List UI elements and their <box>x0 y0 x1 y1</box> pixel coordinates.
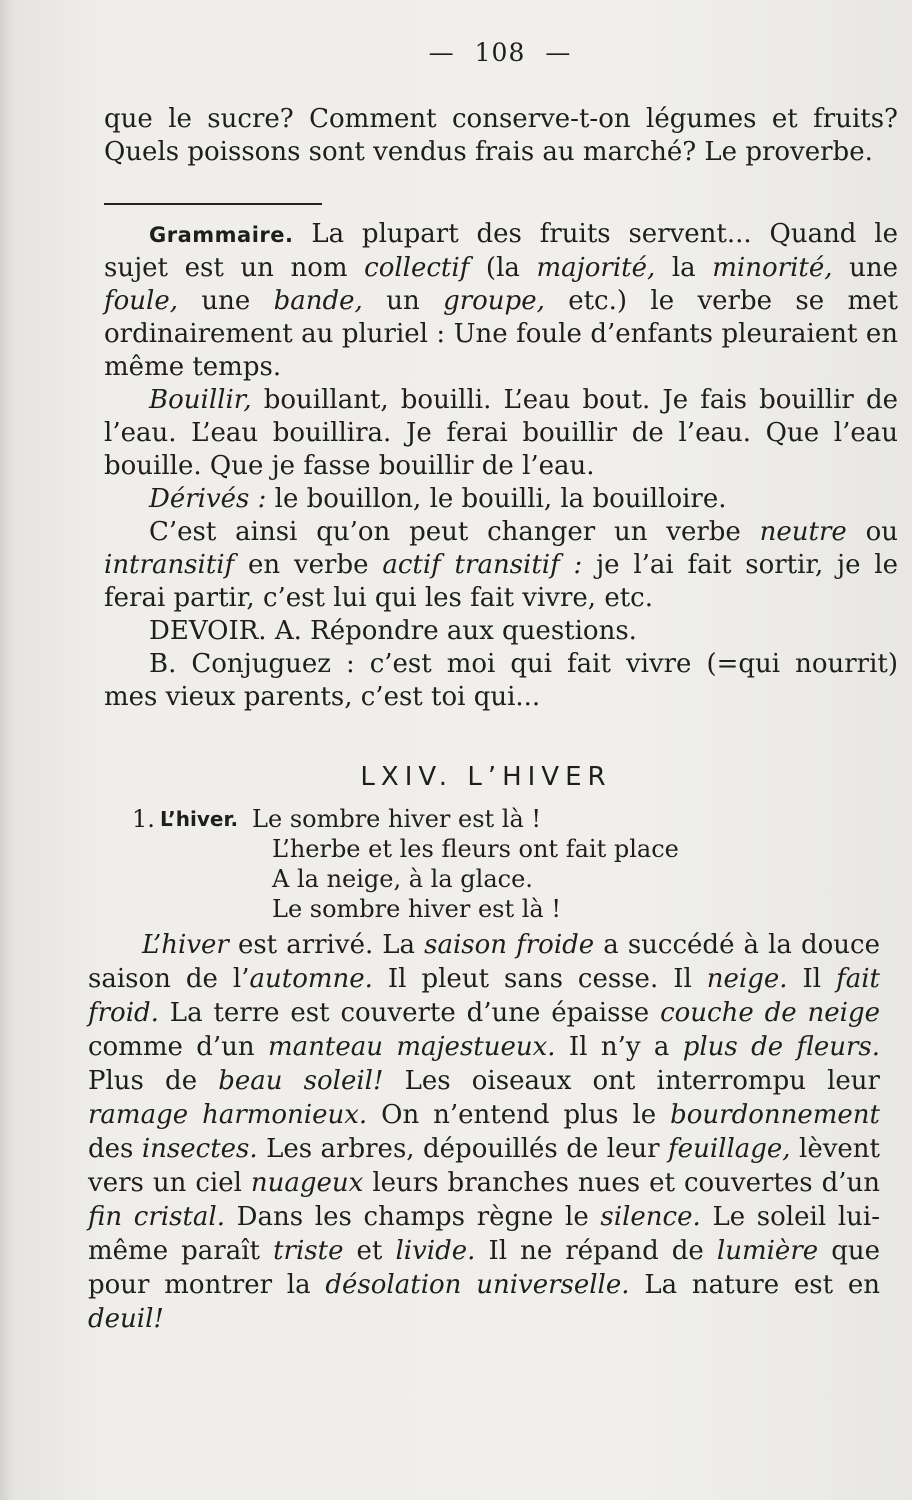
page-number: — 108 — <box>428 38 572 67</box>
derives-paragraph: Dérivés : le bouillon, le bouilli, la bouilloire. <box>149 484 727 514</box>
section-divider <box>104 203 322 205</box>
devoir-b: B. Conjuguez : c’est moi qui fait vivre (=qui nourrit) mes vieux parents, c’est toi qui... <box>104 649 898 712</box>
bouillir-paragraph: Bouillir, bouillant, bouilli. L’eau bout. Je fais bouillir de l’eau. L’eau bouillira. Je ferai bouillir de l’eau. Que l’eau bouille. Que je fasse bouillir de l’eau. <box>104 385 898 481</box>
intro-paragraph: que le sucre? Comment conserve-t-on légumes et fruits? Quels poissons sont vendus frais au marché? Le proverbe. <box>104 104 898 167</box>
grammar-rule-paragraph: Grammaire. La plupart des fruits servent... Quand le sujet est un nom collectif (la majorité, la minorité, une foule, une bande, un groupe, etc.) le verbe se met ordinairement au pluriel : Une foule d’enfants pleuraient en même temps. <box>104 219 898 382</box>
page-edge-shadow <box>0 0 14 1500</box>
poem-line: Le sombre hiver est là ! <box>272 895 562 923</box>
transitif-paragraph: C’est ainsi qu’on peut changer un verbe neutre ou intransitif en verbe actif transitif : je l’ai fait sortir, je le ferai partir, c’est lui qui les fait vivre, etc. <box>104 517 899 613</box>
poem-number: 1. <box>132 805 155 833</box>
poem-line: A la neige, à la glace. <box>272 865 533 893</box>
grammar-section <box>104 218 898 714</box>
winter-prose: L’hiver est arrivé. La saison froide a succédé à la douce saison de l’automne. Il pleut sans cesse. Il neige. Il fait froid. La terre est couverte d’une épaisse couche de neige comme d’un manteau majestueux. Il n’y a plus de fleurs. Plus de beau soleil! Les oiseaux ont interrompu leur ramage harmonieux. On n’entend plus le bourdonnement des insectes. Les arbres, dépouillés de leur feuillage, lèvent vers un ciel nuageux leurs branches nues et couvertes d’un fin cristal. Dans les champs règne le silence. Le soleil lui-même paraît triste et livide. Il ne répand de lumière que pour montrer la désolation universelle. La nature est en deuil! <box>88 930 881 1334</box>
devoir-a: DEVOIR. A. Répondre aux questions. <box>149 616 637 646</box>
lesson-title: LXIV. L’HIVER <box>360 762 612 792</box>
poem <box>132 804 832 924</box>
poem-line: Le sombre hiver est là ! <box>252 805 542 833</box>
poem-line: L’herbe et les fleurs ont fait place <box>272 835 679 863</box>
poem-label: L’hiver. <box>160 807 239 831</box>
